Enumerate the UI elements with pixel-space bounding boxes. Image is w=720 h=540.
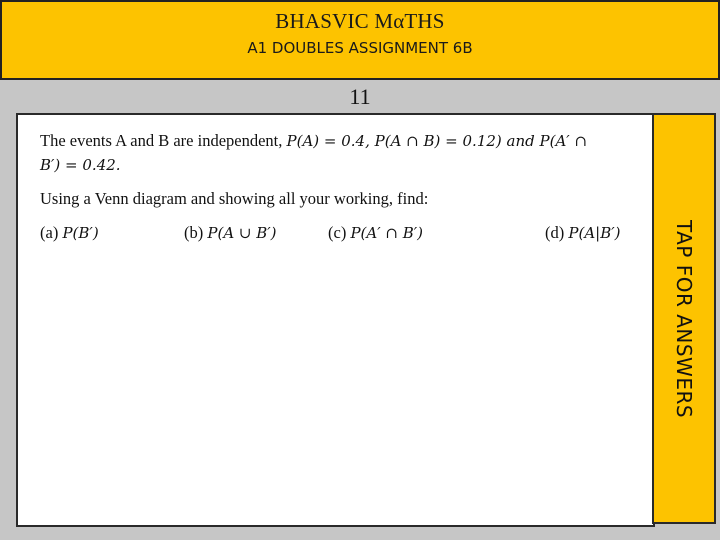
question-instruction: Using a Venn diagram and showing all your working, find: [40,189,429,208]
part-b [184,221,277,245]
part-c [328,221,423,245]
part-b-expression: P(A ∪ B′) [207,224,277,242]
part-b-label: (b) [184,223,208,242]
part-c-label: (c) [328,223,351,242]
part-a [40,221,99,245]
part-a-expression: P(B′) [62,224,99,242]
part-c-expression: P(A′ ∩ B′) [350,224,424,242]
part-a-label: (a) [40,223,63,242]
question-math-2: B′) = 0.42. [40,156,121,174]
part-d-label: (d) [545,223,569,242]
question-parts [40,221,640,245]
page-subtitle: A1 DOUBLES ASSIGNMENT 6B [247,39,473,57]
question-text [40,129,640,245]
tap-for-answers-button[interactable] [652,113,716,524]
tap-for-answers-label: TAP FOR ANSWERS [672,219,696,418]
header-banner [0,0,720,80]
part-d-expression: P(A|B′) [568,224,621,242]
question-line-2 [40,153,640,177]
question-card [16,113,655,527]
part-d [545,221,621,245]
page-title: BHASVIC MαTHS [275,9,445,33]
question-line-1 [40,129,640,153]
question-math-1: P(A) = 0.4, P(A ∩ B) = 0.12) and P(A′ ∩ [286,132,588,150]
question-number: 11 [349,84,371,109]
question-intro: The events A and B are independent, [40,131,287,150]
